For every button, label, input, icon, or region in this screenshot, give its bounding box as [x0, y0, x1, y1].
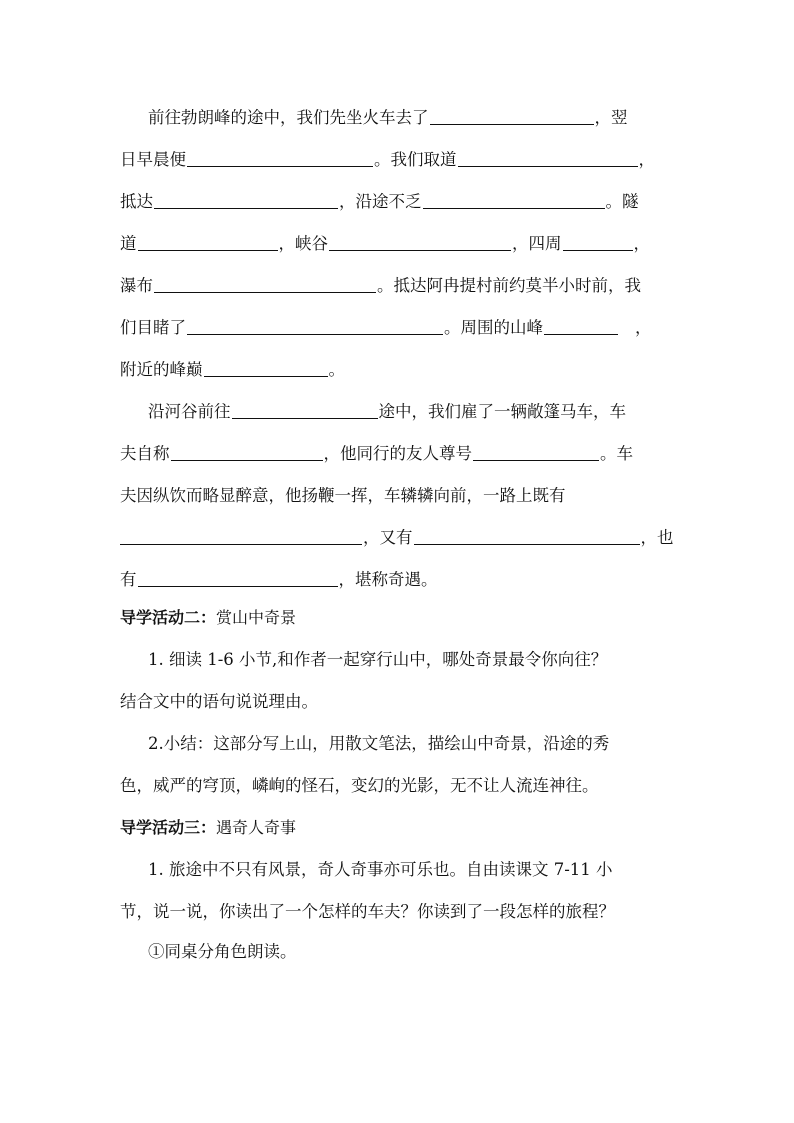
s2-question-1-line-1: 1. 细读 1-6 小节,和作者一起穿行山中，哪处奇景最令你向往？: [148, 650, 608, 669]
p1-line-1: 前往勃朗峰的途中，我们先坐火车去了 ，翌: [148, 108, 628, 127]
fill-blank[interactable]: [544, 316, 618, 335]
s2-summary-line-2: 色，威严的穹顶，嶙峋的怪石，变幻的光影，无不让人流连神往。: [120, 776, 599, 795]
p2-line-1: 沿河谷前往 途中，我们雇了一辆敞篷马车，车: [148, 402, 626, 421]
section-heading-2: 导学活动二：赏山中奇景: [120, 608, 297, 627]
s2-summary-line-1: 2.小结：这部分写上山，用散文笔法，描绘山中奇景，沿途的秀: [148, 734, 610, 753]
fill-blank[interactable]: [154, 274, 376, 293]
fill-blank[interactable]: [414, 526, 640, 545]
fill-blank[interactable]: [329, 232, 511, 251]
fill-blank[interactable]: [138, 568, 338, 587]
fill-blank[interactable]: [171, 442, 323, 461]
p1-line-2: 日早晨便 。我们取道 ，: [120, 150, 655, 169]
fill-blank[interactable]: [458, 148, 638, 167]
p1-line-7: 附近的峰巅 。: [120, 360, 345, 379]
p2-line-2: 夫自称 ，他同行的友人尊号 。车: [120, 444, 633, 463]
fill-blank[interactable]: [187, 148, 373, 167]
p2-line-3: 夫因纵饮而略显醉意，他扬鞭一挥，车辚辚向前，一路上既有: [120, 486, 566, 505]
p1-line-4: 道 ，峡谷 ，四周 ，: [120, 234, 650, 253]
fill-blank[interactable]: [187, 316, 443, 335]
fill-blank[interactable]: [563, 232, 633, 251]
fill-blank[interactable]: [120, 526, 362, 545]
s2-question-1-line-2: 结合文中的语句说说理由。: [120, 692, 318, 711]
fill-blank[interactable]: [154, 190, 338, 209]
fill-blank[interactable]: [430, 106, 594, 125]
fill-blank[interactable]: [423, 190, 605, 209]
s3-subitem-1: ①同桌分角色朗读。: [148, 942, 297, 961]
section-heading-3: 导学活动三：遇奇人奇事: [120, 818, 297, 837]
fill-blank[interactable]: [232, 400, 378, 419]
fill-blank[interactable]: [473, 442, 599, 461]
p2-line-5: 有 ，堪称奇遇。: [120, 570, 438, 589]
fill-blank[interactable]: [138, 232, 278, 251]
p2-line-4: ，又有 ，也: [120, 524, 680, 552]
s3-question-1-line-1: 1. 旅途中不只有风景，奇人奇事亦可乐也。自由读课文 7-11 小: [148, 860, 613, 879]
s3-question-1-line-2: 节，说一说，你读出了一个怎样的车夫？你读到了一段怎样的旅程？: [120, 902, 615, 921]
p1-line-3: 抵达 ，沿途不乏 。隧: [120, 192, 639, 211]
p1-line-6: 们目睹了 。周围的山峰 ，: [120, 318, 652, 337]
fill-blank[interactable]: [204, 358, 328, 377]
p1-line-5: 瀑布 。抵达阿冉提村前约莫半小时前，我: [120, 276, 641, 295]
